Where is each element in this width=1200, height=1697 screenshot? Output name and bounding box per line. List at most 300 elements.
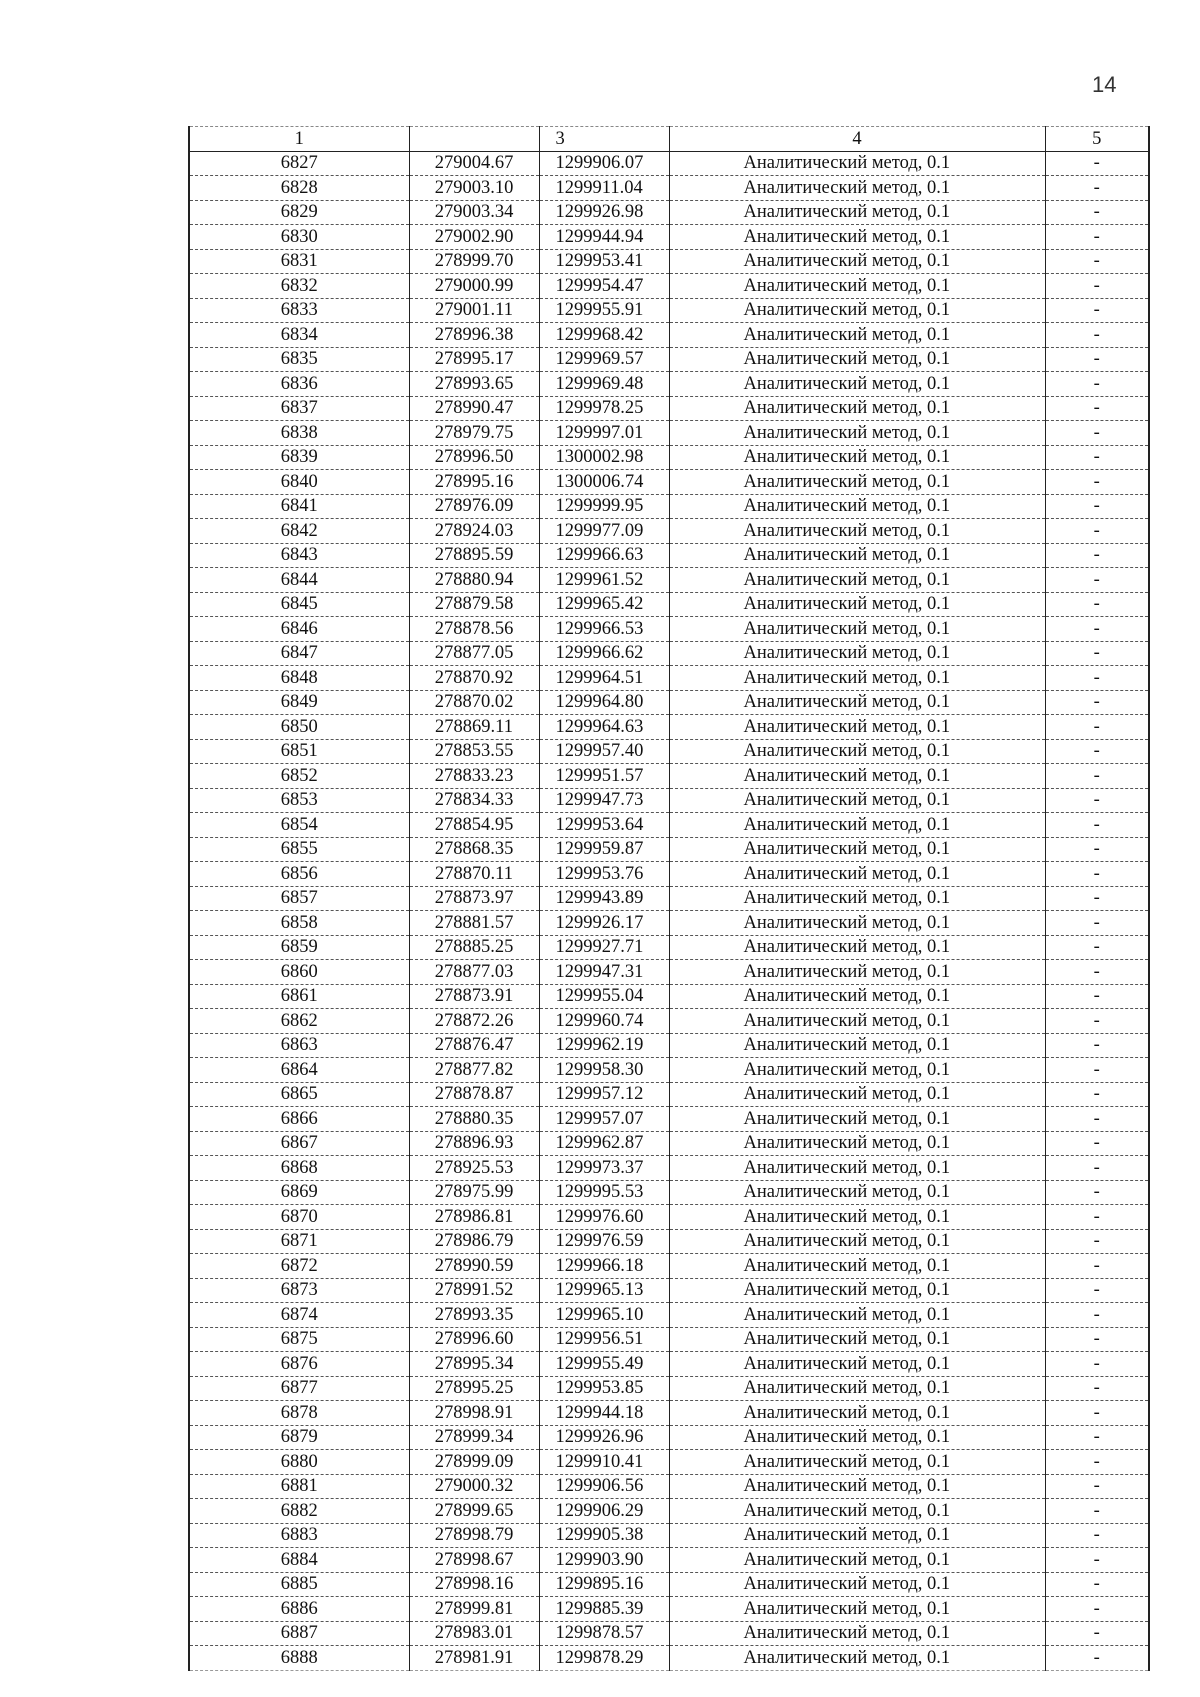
point-number-cell: 6845	[189, 592, 409, 617]
point-number-cell: 6849	[189, 690, 409, 715]
y-coordinate-cell: 1299944.18	[539, 1401, 669, 1426]
x-coordinate-cell: 278999.34	[409, 1425, 539, 1450]
method-accuracy-cell: Аналитический метод, 0.1	[669, 1156, 1045, 1181]
note-cell: -	[1045, 764, 1149, 789]
x-coordinate-cell: 278877.05	[409, 641, 539, 666]
point-number-cell: 6857	[189, 886, 409, 911]
method-accuracy-cell: Аналитический метод, 0.1	[669, 176, 1045, 201]
note-cell: -	[1045, 225, 1149, 250]
point-number-cell: 6844	[189, 568, 409, 593]
table-row	[189, 886, 1149, 911]
note-cell: -	[1045, 1450, 1149, 1475]
y-coordinate-cell: 1299906.56	[539, 1474, 669, 1499]
table-row	[189, 837, 1149, 862]
note-cell: -	[1045, 666, 1149, 691]
table-row	[189, 1327, 1149, 1352]
table-row	[189, 347, 1149, 372]
table-row	[189, 715, 1149, 740]
table-row	[189, 1499, 1149, 1524]
x-coordinate-cell: 278999.81	[409, 1597, 539, 1622]
y-coordinate-cell: 1300006.74	[539, 470, 669, 495]
method-accuracy-cell: Аналитический метод, 0.1	[669, 960, 1045, 985]
x-coordinate-cell: 278983.01	[409, 1621, 539, 1646]
note-cell: -	[1045, 1058, 1149, 1083]
table-row	[189, 445, 1149, 470]
y-coordinate-cell: 1299878.57	[539, 1621, 669, 1646]
x-coordinate-cell: 278993.35	[409, 1303, 539, 1328]
table-row	[189, 372, 1149, 397]
point-number-cell: 6835	[189, 347, 409, 372]
x-coordinate-cell: 278854.95	[409, 813, 539, 838]
table-row	[189, 200, 1149, 225]
x-coordinate-cell: 279000.32	[409, 1474, 539, 1499]
x-coordinate-cell: 278998.16	[409, 1572, 539, 1597]
point-number-cell: 6848	[189, 666, 409, 691]
note-cell: -	[1045, 1009, 1149, 1034]
y-coordinate-cell: 1299961.52	[539, 568, 669, 593]
y-coordinate-cell: 1299964.51	[539, 666, 669, 691]
y-coordinate-cell: 1299910.41	[539, 1450, 669, 1475]
table-row	[189, 1621, 1149, 1646]
table-row	[189, 1303, 1149, 1328]
table-row	[189, 666, 1149, 691]
note-cell: -	[1045, 837, 1149, 862]
y-coordinate-cell: 1299995.53	[539, 1180, 669, 1205]
note-cell: -	[1045, 1621, 1149, 1646]
table-row	[189, 960, 1149, 985]
y-coordinate-cell: 1299966.53	[539, 617, 669, 642]
y-coordinate-cell: 1299944.94	[539, 225, 669, 250]
table-row	[189, 641, 1149, 666]
note-cell: -	[1045, 519, 1149, 544]
point-number-cell: 6850	[189, 715, 409, 740]
table-row	[189, 274, 1149, 299]
note-cell: -	[1045, 1572, 1149, 1597]
note-cell: -	[1045, 1327, 1149, 1352]
table-header-row	[189, 127, 1149, 152]
method-accuracy-cell: Аналитический метод, 0.1	[669, 739, 1045, 764]
point-number-cell: 6834	[189, 323, 409, 348]
method-accuracy-cell: Аналитический метод, 0.1	[669, 1352, 1045, 1377]
point-number-cell: 6888	[189, 1646, 409, 1671]
method-accuracy-cell: Аналитический метод, 0.1	[669, 764, 1045, 789]
point-number-cell: 6867	[189, 1131, 409, 1156]
x-coordinate-cell: 278998.79	[409, 1523, 539, 1548]
point-number-cell: 6833	[189, 298, 409, 323]
y-coordinate-cell: 1299959.87	[539, 837, 669, 862]
page-number: 14	[1092, 72, 1117, 97]
table-row	[189, 1572, 1149, 1597]
method-accuracy-cell: Аналитический метод, 0.1	[669, 543, 1045, 568]
point-number-cell: 6855	[189, 837, 409, 862]
method-accuracy-cell: Аналитический метод, 0.1	[669, 1572, 1045, 1597]
y-coordinate-cell: 1299926.96	[539, 1425, 669, 1450]
point-number-cell: 6872	[189, 1254, 409, 1279]
method-accuracy-cell: Аналитический метод, 0.1	[669, 837, 1045, 862]
method-accuracy-cell: Аналитический метод, 0.1	[669, 592, 1045, 617]
method-accuracy-cell: Аналитический метод, 0.1	[669, 494, 1045, 519]
table-row	[189, 323, 1149, 348]
point-number-cell: 6856	[189, 862, 409, 887]
method-accuracy-cell: Аналитический метод, 0.1	[669, 568, 1045, 593]
x-coordinate-cell: 278878.56	[409, 617, 539, 642]
note-cell: -	[1045, 543, 1149, 568]
x-coordinate-cell: 278880.94	[409, 568, 539, 593]
x-coordinate-cell: 278995.16	[409, 470, 539, 495]
note-cell: -	[1045, 1425, 1149, 1450]
x-coordinate-cell: 278991.52	[409, 1278, 539, 1303]
table-row	[189, 249, 1149, 274]
note-cell: -	[1045, 274, 1149, 299]
y-coordinate-cell: 1299997.01	[539, 421, 669, 446]
note-cell: -	[1045, 1180, 1149, 1205]
method-accuracy-cell: Аналитический метод, 0.1	[669, 1646, 1045, 1671]
point-number-cell: 6830	[189, 225, 409, 250]
y-coordinate-cell: 1299878.29	[539, 1646, 669, 1671]
method-accuracy-cell: Аналитический метод, 0.1	[669, 470, 1045, 495]
x-coordinate-cell: 278896.93	[409, 1131, 539, 1156]
point-number-cell: 6851	[189, 739, 409, 764]
point-number-cell: 6843	[189, 543, 409, 568]
method-accuracy-cell: Аналитический метод, 0.1	[669, 1131, 1045, 1156]
method-accuracy-cell: Аналитический метод, 0.1	[669, 617, 1045, 642]
y-coordinate-cell: 1299966.63	[539, 543, 669, 568]
method-accuracy-cell: Аналитический метод, 0.1	[669, 1278, 1045, 1303]
point-number-cell: 6883	[189, 1523, 409, 1548]
x-coordinate-cell: 279003.34	[409, 200, 539, 225]
method-accuracy-cell: Аналитический метод, 0.1	[669, 666, 1045, 691]
method-accuracy-cell: Аналитический метод, 0.1	[669, 1499, 1045, 1524]
note-cell: -	[1045, 739, 1149, 764]
method-accuracy-cell: Аналитический метод, 0.1	[669, 151, 1045, 176]
point-number-cell: 6862	[189, 1009, 409, 1034]
table-row	[189, 592, 1149, 617]
note-cell: -	[1045, 445, 1149, 470]
x-coordinate-cell: 278876.47	[409, 1033, 539, 1058]
note-cell: -	[1045, 984, 1149, 1009]
point-number-cell: 6831	[189, 249, 409, 274]
table-row	[189, 764, 1149, 789]
note-cell: -	[1045, 494, 1149, 519]
y-coordinate-cell: 1299968.42	[539, 323, 669, 348]
point-number-cell: 6846	[189, 617, 409, 642]
x-coordinate-cell: 278879.58	[409, 592, 539, 617]
method-accuracy-cell: Аналитический метод, 0.1	[669, 1082, 1045, 1107]
table-row	[189, 935, 1149, 960]
y-coordinate-cell: 1299885.39	[539, 1597, 669, 1622]
x-coordinate-cell: 278995.17	[409, 347, 539, 372]
method-accuracy-cell: Аналитический метод, 0.1	[669, 298, 1045, 323]
note-cell: -	[1045, 1082, 1149, 1107]
note-cell: -	[1045, 592, 1149, 617]
y-coordinate-cell: 1299953.64	[539, 813, 669, 838]
note-cell: -	[1045, 200, 1149, 225]
method-accuracy-cell: Аналитический метод, 0.1	[669, 1376, 1045, 1401]
table-row	[189, 1376, 1149, 1401]
table-row	[189, 225, 1149, 250]
y-coordinate-cell: 1299956.51	[539, 1327, 669, 1352]
method-accuracy-cell: Аналитический метод, 0.1	[669, 1205, 1045, 1230]
x-coordinate-cell: 278998.67	[409, 1548, 539, 1573]
table-row	[189, 617, 1149, 642]
y-coordinate-cell: 1299976.60	[539, 1205, 669, 1230]
note-cell: -	[1045, 1597, 1149, 1622]
method-accuracy-cell: Аналитический метод, 0.1	[669, 274, 1045, 299]
note-cell: -	[1045, 862, 1149, 887]
method-accuracy-cell: Аналитический метод, 0.1	[669, 1597, 1045, 1622]
x-coordinate-cell: 278834.33	[409, 788, 539, 813]
method-accuracy-cell: Аналитический метод, 0.1	[669, 396, 1045, 421]
column-header-5: 5	[1045, 127, 1149, 152]
x-coordinate-cell: 279000.99	[409, 274, 539, 299]
table-row	[189, 568, 1149, 593]
x-coordinate-cell: 279001.11	[409, 298, 539, 323]
point-number-cell: 6858	[189, 911, 409, 936]
note-cell: -	[1045, 1474, 1149, 1499]
y-coordinate-cell: 1299966.18	[539, 1254, 669, 1279]
x-coordinate-cell: 278878.87	[409, 1082, 539, 1107]
table-row	[189, 1425, 1149, 1450]
x-coordinate-cell: 278995.34	[409, 1352, 539, 1377]
note-cell: -	[1045, 1499, 1149, 1524]
note-cell: -	[1045, 151, 1149, 176]
table-row	[189, 1180, 1149, 1205]
method-accuracy-cell: Аналитический метод, 0.1	[669, 1254, 1045, 1279]
table-row	[189, 1107, 1149, 1132]
method-accuracy-cell: Аналитический метод, 0.1	[669, 813, 1045, 838]
x-coordinate-cell: 278996.50	[409, 445, 539, 470]
note-cell: -	[1045, 960, 1149, 985]
point-number-cell: 6863	[189, 1033, 409, 1058]
method-accuracy-cell: Аналитический метод, 0.1	[669, 1425, 1045, 1450]
column-header-4: 4	[669, 127, 1045, 152]
note-cell: -	[1045, 421, 1149, 446]
x-coordinate-cell: 278993.65	[409, 372, 539, 397]
note-cell: -	[1045, 249, 1149, 274]
table-row	[189, 1523, 1149, 1548]
y-coordinate-cell: 1299905.38	[539, 1523, 669, 1548]
y-coordinate-cell: 1300002.98	[539, 445, 669, 470]
point-number-cell: 6885	[189, 1572, 409, 1597]
note-cell: -	[1045, 323, 1149, 348]
note-cell: -	[1045, 617, 1149, 642]
point-number-cell: 6877	[189, 1376, 409, 1401]
table-row	[189, 543, 1149, 568]
method-accuracy-cell: Аналитический метод, 0.1	[669, 788, 1045, 813]
table-row	[189, 1474, 1149, 1499]
column-header-3: 3	[539, 127, 669, 152]
method-accuracy-cell: Аналитический метод, 0.1	[669, 886, 1045, 911]
point-number-cell: 6873	[189, 1278, 409, 1303]
point-number-cell: 6828	[189, 176, 409, 201]
note-cell: -	[1045, 1131, 1149, 1156]
method-accuracy-cell: Аналитический метод, 0.1	[669, 715, 1045, 740]
y-coordinate-cell: 1299926.17	[539, 911, 669, 936]
note-cell: -	[1045, 396, 1149, 421]
table-row	[189, 396, 1149, 421]
x-coordinate-cell: 278870.02	[409, 690, 539, 715]
note-cell: -	[1045, 1376, 1149, 1401]
y-coordinate-cell: 1299969.48	[539, 372, 669, 397]
note-cell: -	[1045, 1523, 1149, 1548]
note-cell: -	[1045, 1156, 1149, 1181]
note-cell: -	[1045, 715, 1149, 740]
table-row	[189, 1254, 1149, 1279]
y-coordinate-cell: 1299957.40	[539, 739, 669, 764]
x-coordinate-cell: 278870.92	[409, 666, 539, 691]
table-row	[189, 1131, 1149, 1156]
note-cell: -	[1045, 1107, 1149, 1132]
x-coordinate-cell: 278986.81	[409, 1205, 539, 1230]
method-accuracy-cell: Аналитический метод, 0.1	[669, 1474, 1045, 1499]
method-accuracy-cell: Аналитический метод, 0.1	[669, 1303, 1045, 1328]
x-coordinate-cell: 279003.10	[409, 176, 539, 201]
x-coordinate-cell: 278996.38	[409, 323, 539, 348]
point-number-cell: 6864	[189, 1058, 409, 1083]
y-coordinate-cell: 1299955.49	[539, 1352, 669, 1377]
note-cell: -	[1045, 470, 1149, 495]
x-coordinate-cell: 278998.91	[409, 1401, 539, 1426]
table-row	[189, 1229, 1149, 1254]
note-cell: -	[1045, 1033, 1149, 1058]
method-accuracy-cell: Аналитический метод, 0.1	[669, 984, 1045, 1009]
y-coordinate-cell: 1299927.71	[539, 935, 669, 960]
point-number-cell: 6887	[189, 1621, 409, 1646]
y-coordinate-cell: 1299951.57	[539, 764, 669, 789]
table-row	[189, 151, 1149, 176]
y-coordinate-cell: 1299966.62	[539, 641, 669, 666]
point-number-cell: 6841	[189, 494, 409, 519]
y-coordinate-cell: 1299947.73	[539, 788, 669, 813]
point-number-cell: 6880	[189, 1450, 409, 1475]
point-number-cell: 6876	[189, 1352, 409, 1377]
point-number-cell: 6838	[189, 421, 409, 446]
method-accuracy-cell: Аналитический метод, 0.1	[669, 445, 1045, 470]
point-number-cell: 6842	[189, 519, 409, 544]
table-row	[189, 1058, 1149, 1083]
note-cell: -	[1045, 1646, 1149, 1671]
y-coordinate-cell: 1299976.59	[539, 1229, 669, 1254]
note-cell: -	[1045, 568, 1149, 593]
method-accuracy-cell: Аналитический метод, 0.1	[669, 690, 1045, 715]
y-coordinate-cell: 1299955.04	[539, 984, 669, 1009]
method-accuracy-cell: Аналитический метод, 0.1	[669, 1621, 1045, 1646]
table-row	[189, 862, 1149, 887]
table-row	[189, 298, 1149, 323]
table-row	[189, 788, 1149, 813]
table-row	[189, 1450, 1149, 1475]
note-cell: -	[1045, 1254, 1149, 1279]
y-coordinate-cell: 1299943.89	[539, 886, 669, 911]
method-accuracy-cell: Аналитический метод, 0.1	[669, 1523, 1045, 1548]
y-coordinate-cell: 1299911.04	[539, 176, 669, 201]
table-row	[189, 1205, 1149, 1230]
note-cell: -	[1045, 1229, 1149, 1254]
table-row	[189, 984, 1149, 1009]
y-coordinate-cell: 1299965.42	[539, 592, 669, 617]
method-accuracy-cell: Аналитический метод, 0.1	[669, 1401, 1045, 1426]
point-number-cell: 6847	[189, 641, 409, 666]
note-cell: -	[1045, 176, 1149, 201]
method-accuracy-cell: Аналитический метод, 0.1	[669, 1450, 1045, 1475]
note-cell: -	[1045, 1303, 1149, 1328]
table-row	[189, 1278, 1149, 1303]
y-coordinate-cell: 1299962.19	[539, 1033, 669, 1058]
x-coordinate-cell: 278853.55	[409, 739, 539, 764]
y-coordinate-cell: 1299964.80	[539, 690, 669, 715]
x-coordinate-cell: 278990.47	[409, 396, 539, 421]
point-number-cell: 6871	[189, 1229, 409, 1254]
point-number-cell: 6853	[189, 788, 409, 813]
table-row	[189, 1156, 1149, 1181]
y-coordinate-cell: 1299958.30	[539, 1058, 669, 1083]
y-coordinate-cell: 1299955.91	[539, 298, 669, 323]
y-coordinate-cell: 1299895.16	[539, 1572, 669, 1597]
point-number-cell: 6832	[189, 274, 409, 299]
table-row	[189, 1401, 1149, 1426]
y-coordinate-cell: 1299969.57	[539, 347, 669, 372]
y-coordinate-cell: 1299906.07	[539, 151, 669, 176]
table-row	[189, 1548, 1149, 1573]
table-row	[189, 1646, 1149, 1671]
table-row	[189, 519, 1149, 544]
note-cell: -	[1045, 935, 1149, 960]
point-number-cell: 6859	[189, 935, 409, 960]
method-accuracy-cell: Аналитический метод, 0.1	[669, 935, 1045, 960]
method-accuracy-cell: Аналитический метод, 0.1	[669, 1033, 1045, 1058]
point-number-cell: 6829	[189, 200, 409, 225]
table-row	[189, 739, 1149, 764]
y-coordinate-cell: 1299947.31	[539, 960, 669, 985]
table-row	[189, 470, 1149, 495]
point-number-cell: 6874	[189, 1303, 409, 1328]
point-number-cell: 6866	[189, 1107, 409, 1132]
point-number-cell: 6836	[189, 372, 409, 397]
table-row	[189, 1352, 1149, 1377]
method-accuracy-cell: Аналитический метод, 0.1	[669, 519, 1045, 544]
note-cell: -	[1045, 298, 1149, 323]
point-number-cell: 6865	[189, 1082, 409, 1107]
y-coordinate-cell: 1299960.74	[539, 1009, 669, 1034]
y-coordinate-cell: 1299973.37	[539, 1156, 669, 1181]
y-coordinate-cell: 1299977.09	[539, 519, 669, 544]
column-header-1: 1	[189, 127, 409, 152]
method-accuracy-cell: Аналитический метод, 0.1	[669, 249, 1045, 274]
x-coordinate-cell: 278986.79	[409, 1229, 539, 1254]
y-coordinate-cell: 1299953.76	[539, 862, 669, 887]
y-coordinate-cell: 1299957.07	[539, 1107, 669, 1132]
table-row	[189, 690, 1149, 715]
note-cell: -	[1045, 1352, 1149, 1377]
x-coordinate-cell: 278999.70	[409, 249, 539, 274]
point-number-cell: 6840	[189, 470, 409, 495]
method-accuracy-cell: Аналитический метод, 0.1	[669, 323, 1045, 348]
method-accuracy-cell: Аналитический метод, 0.1	[669, 641, 1045, 666]
x-coordinate-cell: 278999.65	[409, 1499, 539, 1524]
method-accuracy-cell: Аналитический метод, 0.1	[669, 1180, 1045, 1205]
method-accuracy-cell: Аналитический метод, 0.1	[669, 1058, 1045, 1083]
x-coordinate-cell: 278833.23	[409, 764, 539, 789]
method-accuracy-cell: Аналитический метод, 0.1	[669, 1548, 1045, 1573]
x-coordinate-cell: 278925.53	[409, 1156, 539, 1181]
point-number-cell: 6882	[189, 1499, 409, 1524]
x-coordinate-cell: 278872.26	[409, 1009, 539, 1034]
x-coordinate-cell: 278880.35	[409, 1107, 539, 1132]
point-number-cell: 6860	[189, 960, 409, 985]
note-cell: -	[1045, 347, 1149, 372]
x-coordinate-cell: 278995.25	[409, 1376, 539, 1401]
y-coordinate-cell: 1299953.41	[539, 249, 669, 274]
